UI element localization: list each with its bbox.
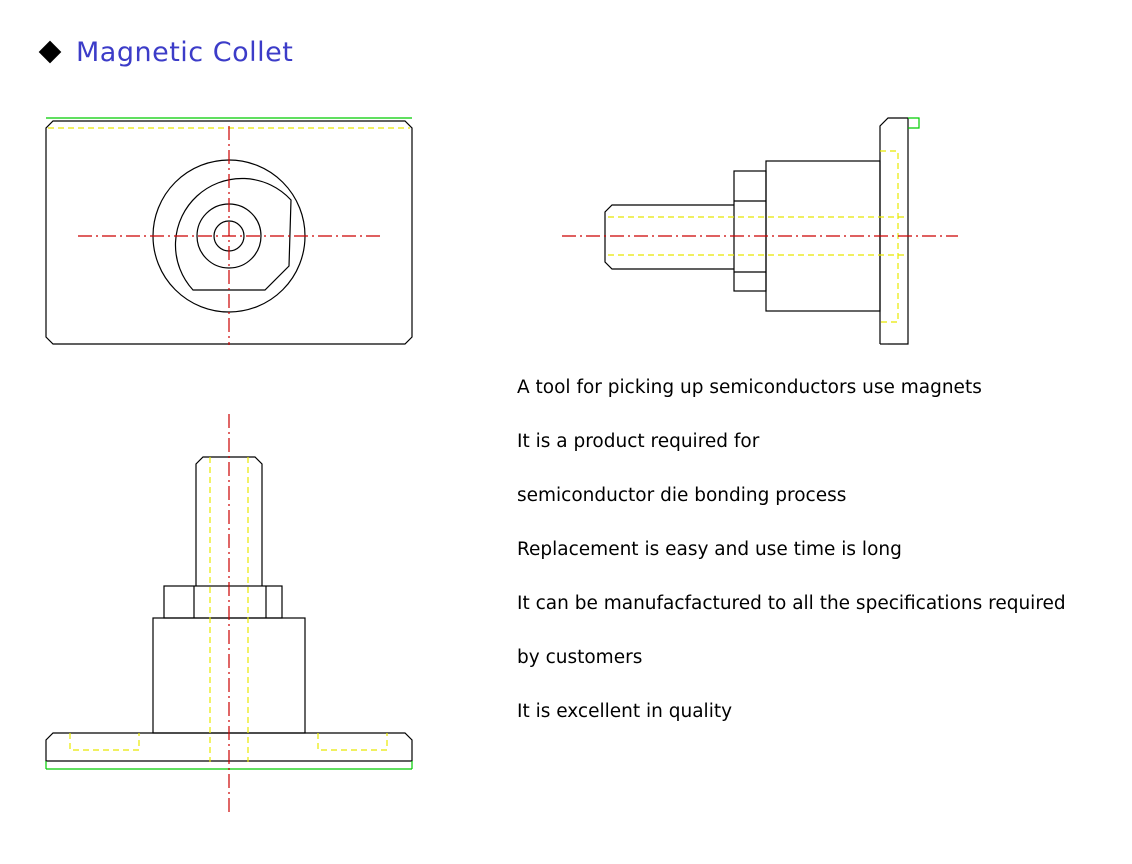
description-line: It is excellent in quality [517,701,733,722]
description-block [517,374,1117,752]
magnet-pocket-outline [175,178,291,290]
side-view [562,118,958,344]
elevation-hidden-pocket-right [318,733,387,750]
description-line: semiconductor die bonding process [517,485,847,506]
side-view-shaft [605,205,734,269]
side-view-flange-edge [908,118,919,128]
elevation-view [46,414,412,812]
description-line: It can be manufacfactured to all the specifications required [517,593,1066,614]
elevation-hex-nut [164,586,282,618]
page-title: Magnetic Collet [76,36,294,68]
front-view [46,118,412,345]
description-line: A tool for picking up semiconductors use magnets [517,377,982,398]
description-line: Replacement is easy and use time is long [517,539,902,560]
side-view-flange [880,118,908,344]
description-line: It is a product required for [517,431,760,452]
description-line: by customers [517,647,643,668]
side-view-hex-nut [734,171,766,291]
elevation-hidden-pocket-left [70,733,139,750]
